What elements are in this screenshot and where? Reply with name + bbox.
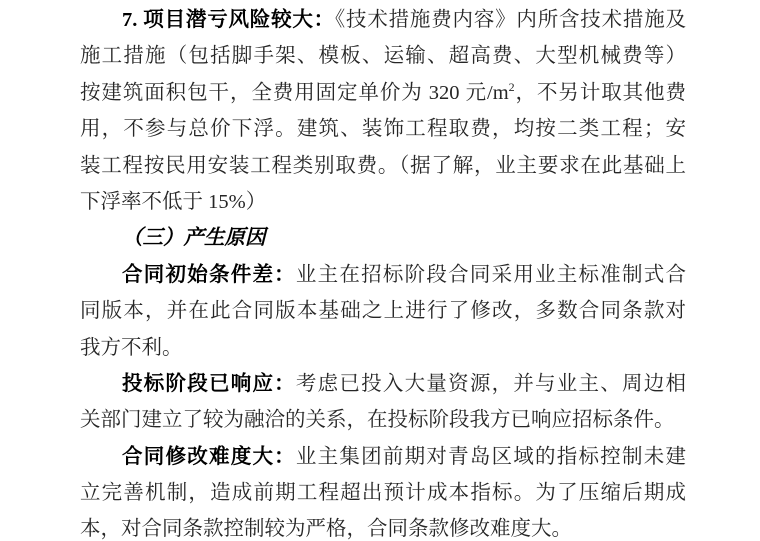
text-line bbox=[80, 148, 686, 184]
text-line bbox=[80, 293, 686, 329]
text-line bbox=[80, 220, 686, 256]
text-line bbox=[80, 511, 686, 541]
text-line bbox=[80, 184, 686, 220]
text-run: 业主在招标阶段合同采用业主标准制式合 bbox=[295, 263, 687, 286]
text-run: 按建筑面积包干，全费用固定单价为 320 元/m bbox=[80, 81, 509, 104]
text-line bbox=[80, 475, 686, 511]
text-run: 下浮率不低于 15%） bbox=[80, 190, 267, 213]
text-run: 本，对合同条款控制较为严格，合同条款修改难度大。 bbox=[80, 518, 572, 541]
bold-lead-in-run: 投标阶段已响应： bbox=[122, 372, 296, 395]
text-line bbox=[80, 38, 686, 74]
para-item7-potential-loss-risk bbox=[80, 2, 686, 220]
text-run: 业主集团前期对青岛区域的指标控制未建 bbox=[295, 445, 687, 468]
text-line bbox=[80, 402, 686, 438]
text-run: 《技术措施费内容》内所含技术措施及 bbox=[334, 9, 687, 31]
text-run: 同版本，并在此合同版本基础之上进行了修改，多数合同条款对 bbox=[80, 300, 686, 323]
text-run: 关部门建立了较为融洽的关系，在投标阶段我方已响应招标条件。 bbox=[80, 409, 675, 432]
superscript-run: 2 bbox=[508, 79, 515, 94]
text-line bbox=[80, 257, 686, 293]
text-line bbox=[80, 366, 686, 402]
text-line bbox=[80, 2, 686, 38]
text-line bbox=[80, 75, 686, 111]
text-run: 考虑已投入大量资源，并与业主、周边相 bbox=[295, 372, 687, 395]
document-body bbox=[80, 2, 686, 541]
text-run: 我方不利。 bbox=[80, 336, 183, 359]
text-run: 装工程按民用安装工程类别取费。（据了解，业主要求在此基础上 bbox=[80, 154, 686, 177]
text-line bbox=[80, 111, 686, 147]
text-run: 施工措施（包括脚手架、模板、运输、超高费、大型机械费等） bbox=[80, 45, 686, 68]
bold-lead-in-run: 合同修改难度大： bbox=[122, 445, 296, 468]
text-line bbox=[80, 439, 686, 475]
bold-lead-in-run: 7. 项目潜亏风险较大： bbox=[122, 9, 335, 31]
para-contract-modification-difficulty bbox=[80, 439, 686, 541]
para-contract-initial-conditions bbox=[80, 257, 686, 366]
bold-lead-in-run: （三）产生原因 bbox=[122, 227, 266, 250]
text-line bbox=[80, 330, 686, 366]
para-bid-stage-responded bbox=[80, 366, 686, 439]
para-heading-cause bbox=[80, 220, 686, 256]
text-run: 立完善机制，造成前期工程超出预计成本指标。为了压缩后期成 bbox=[80, 482, 686, 505]
text-run: 用，不参与总价下浮。建筑、装饰工程取费，均按二类工程；安 bbox=[80, 118, 686, 141]
text-run: ，不另计取其他费 bbox=[514, 81, 687, 104]
bold-lead-in-run: 合同初始条件差： bbox=[122, 263, 296, 286]
